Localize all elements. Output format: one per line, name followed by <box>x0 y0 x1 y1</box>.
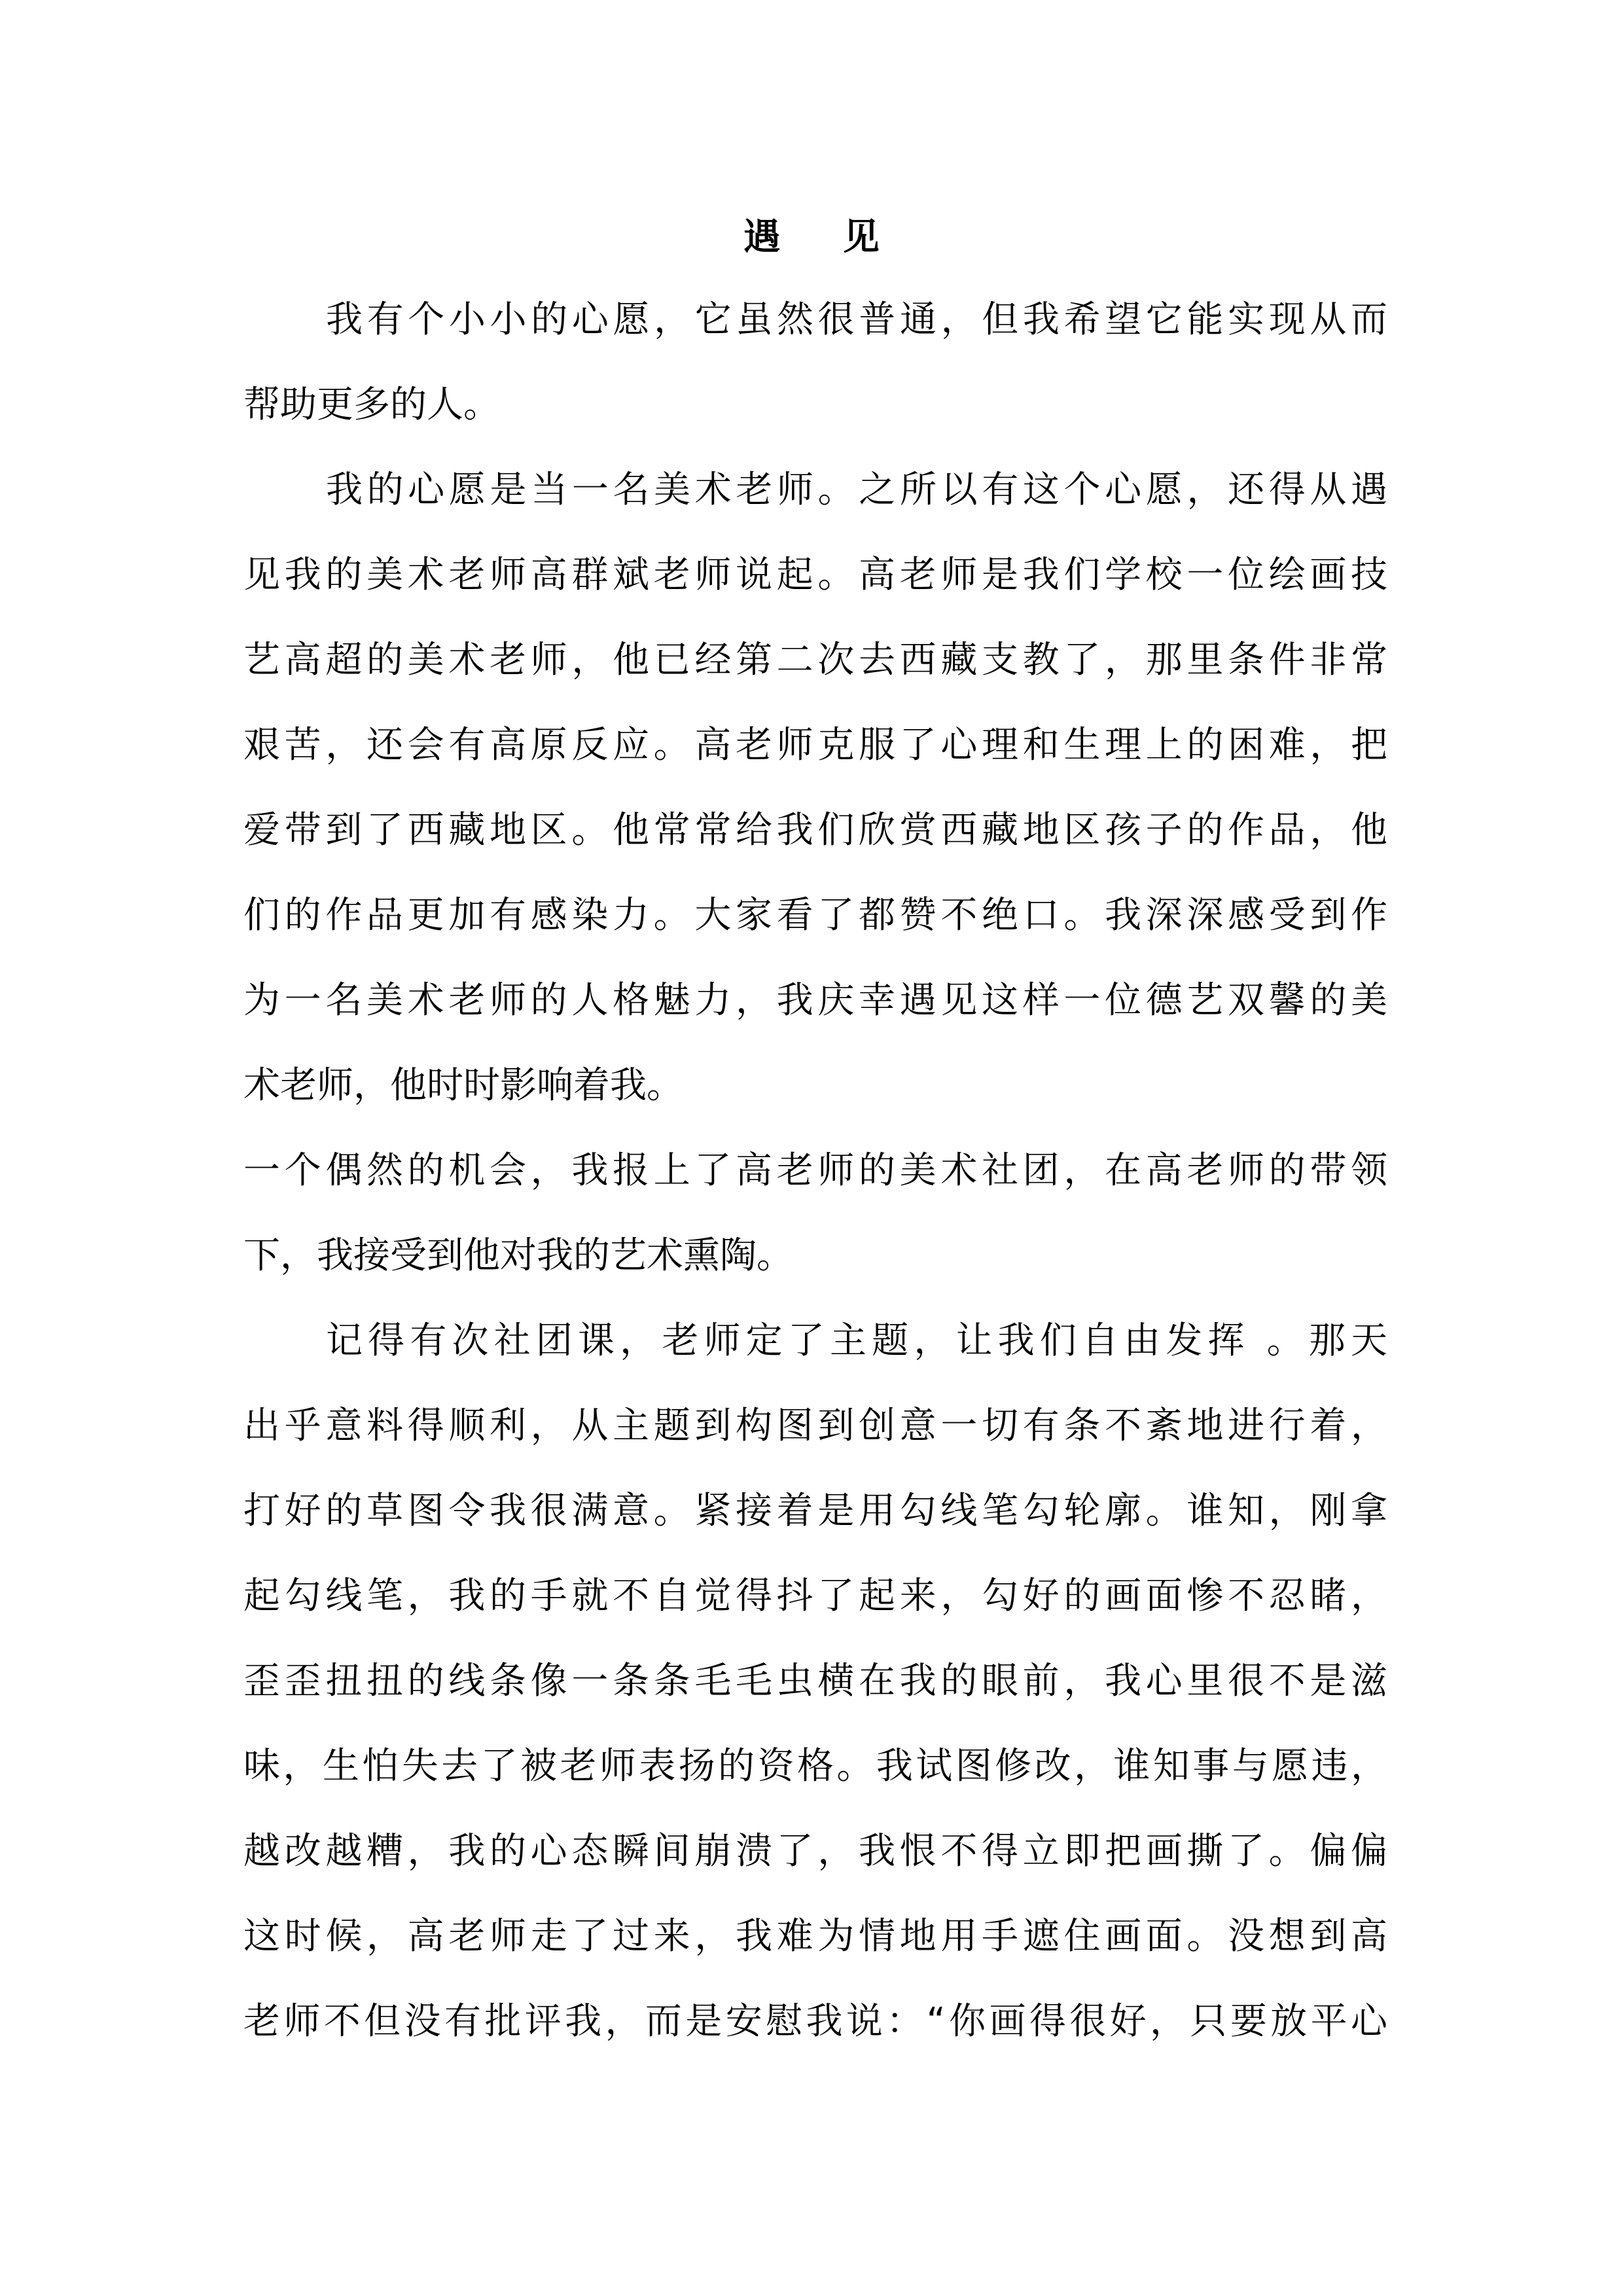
document-body <box>243 278 1387 2064</box>
paragraph-line: 为一名美术老师的人格魅力，我庆幸遇见这样一位德艺双馨的美 <box>243 979 1387 1022</box>
paragraph-line: 打好的草图令我很满意。紧接着是用勾线笔勾轮廓。谁知，刚拿 <box>243 1490 1387 1532</box>
paragraph-line: 这时候，高老师走了过来，我难为情地用手遮住画面。没想到高 <box>243 1915 1387 1958</box>
paragraph-line: 起勾线笔，我的手就不自觉得抖了起来，勾好的画面惨不忍睹， <box>243 1575 1387 1617</box>
paragraph-line: 们的作品更加有感染力。大家看了都赞不绝口。我深深感受到作 <box>243 894 1387 937</box>
paragraph-line: 我的心愿是当一名美术老师。之所以有这个心愿，还得从遇 <box>326 469 1387 511</box>
paragraph-line: 越改越糟，我的心态瞬间崩溃了，我恨不得立即把画撕了。偏偏 <box>243 1830 1387 1873</box>
document-title: 遇 见 <box>743 216 904 259</box>
paragraph-line: 艰苦，还会有高原反应。高老师克服了心理和生理上的困难，把 <box>243 724 1387 766</box>
paragraph-line: 下，我接受到他对我的艺术熏陶。 <box>243 1234 793 1277</box>
paragraph-line: 爱带到了西藏地区。他常常给我们欣赏西藏地区孩子的作品，他 <box>243 809 1387 852</box>
paragraph-line: 我有个小小的心愿，它虽然很普通，但我希望它能实现从而 <box>326 298 1387 341</box>
paragraph-line: 出乎意料得顺利，从主题到构图到创意一切有条不紊地进行着， <box>243 1405 1387 1447</box>
paragraph-line: 味，生怕失去了被老师表扬的资格。我试图修改，谁知事与愿违， <box>243 1745 1387 1787</box>
paragraph-line: 歪歪扭扭的线条像一条条毛毛虫横在我的眼前，我心里很不是滋 <box>243 1660 1387 1702</box>
paragraph-line: 艺高超的美术老师，他已经第二次去西藏支教了，那里条件非常 <box>243 639 1387 681</box>
paragraph-line: 帮助更多的人。 <box>243 384 500 426</box>
paragraph-line: 一个偶然的机会，我报上了高老师的美术社团，在高老师的带领 <box>243 1149 1387 1192</box>
paragraph-line: 老师不但没有批评我，而是安慰我说：“你画得很好，只要放平心 <box>243 2000 1387 2043</box>
paragraph-line: 见我的美术老师高群斌老师说起。高老师是我们学校一位绘画技 <box>243 554 1387 596</box>
paragraph-line: 记得有次社团课，老师定了主题，让我们自由发挥 。那天 <box>326 1319 1387 1362</box>
paragraph-line: 术老师，他时时影响着我。 <box>243 1064 683 1107</box>
